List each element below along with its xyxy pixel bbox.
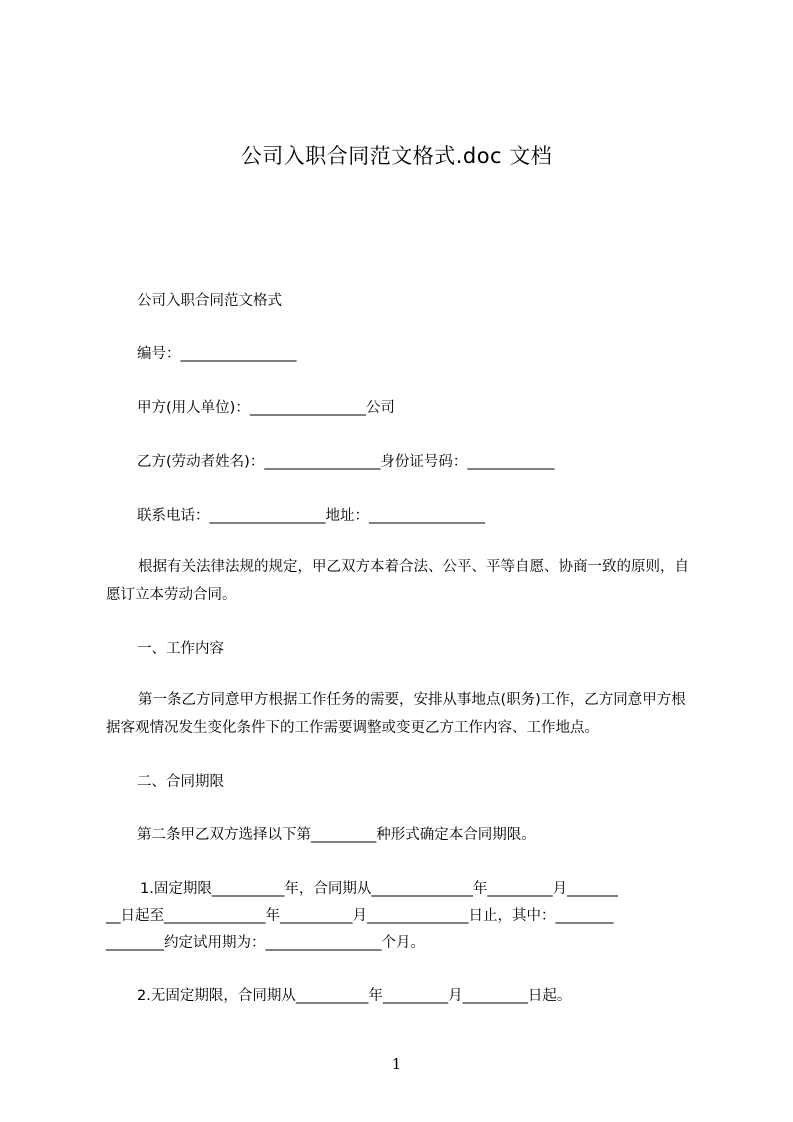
contract-subtitle: 公司入职合同范文格式 bbox=[137, 293, 282, 309]
section-2-heading: 二、合同期限 bbox=[137, 774, 224, 790]
fixed-term-line-1: 1.固定期限__________年，合同期从______________年_________月_______ bbox=[140, 881, 618, 897]
article-1-paragraph: 第一条乙方同意甲方根据工作任务的需要，安排从事地点(职务)工作，乙方同意甲方根据客观情况发生变化条件下的工作需要调整或变更乙方工作内容、工作地点。 bbox=[106, 692, 686, 736]
article-2-line: 第二条甲乙双方选择以下第_________种形式确定本合同期限。 bbox=[137, 827, 536, 843]
party-a-line: 甲方(用人单位)：________________公司 bbox=[137, 400, 395, 416]
contract-number-line: 编号：________________ bbox=[137, 346, 297, 362]
fixed-term-line-2: __日起至______________年__________月______________日止，其中：________ bbox=[106, 908, 614, 924]
intro-paragraph: 根据有关法律法规的规定，甲乙双方本着合法、公平、平等自愿、协商一致的原则，自愿订立本劳动合同。 bbox=[106, 559, 689, 603]
contact-line: 联系电话：________________地址：________________ bbox=[137, 508, 485, 524]
page-number: 1 bbox=[391, 1055, 402, 1073]
open-term-line: 2.无固定期限，合同期从__________年_________月_________日起。 bbox=[137, 988, 572, 1004]
document-title: 公司入职合同范文格式.doc 文档 bbox=[240, 144, 553, 168]
section-1-heading: 一、工作内容 bbox=[137, 641, 224, 657]
party-b-line: 乙方(劳动者姓名)：________________身份证号码：____________ bbox=[137, 454, 555, 470]
fixed-term-line-3: ________约定试用期为：________________个月。 bbox=[106, 935, 425, 951]
